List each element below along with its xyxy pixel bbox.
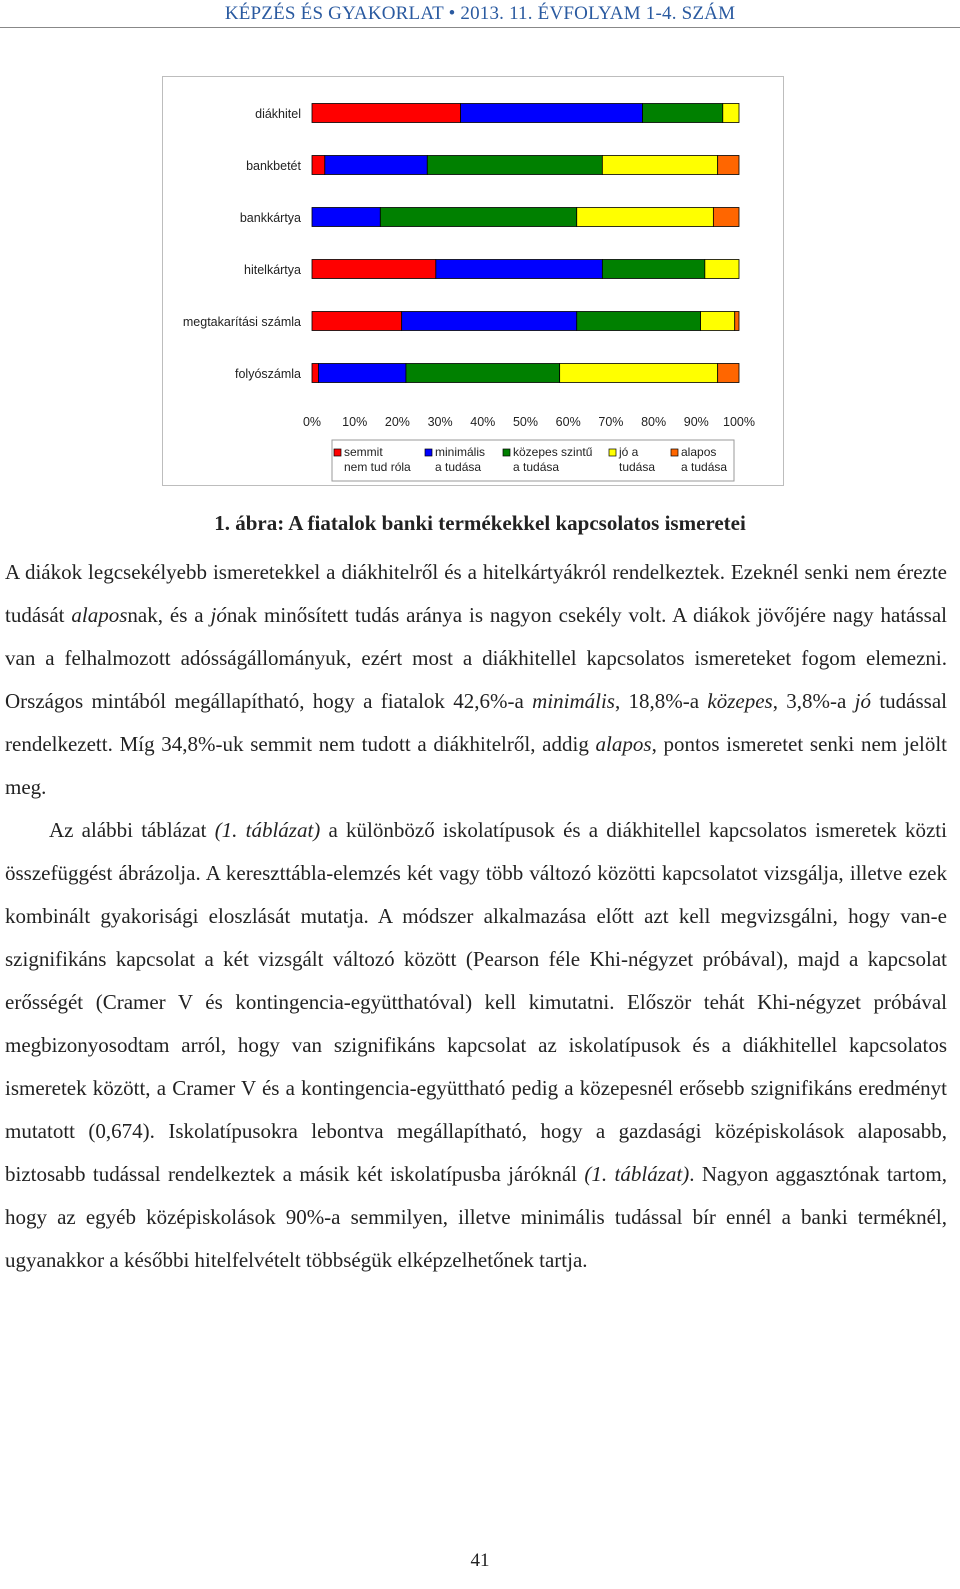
bar-segment [577,312,701,331]
category-label: folyószámla [235,367,301,381]
text-run: , 18,8%-a [614,689,708,713]
bar-segment [602,156,717,175]
text-run: , 3,8%-a [772,689,855,713]
x-tick-label: 90% [683,415,709,429]
legend-label: közepes szintű [513,445,593,459]
legend-swatch [425,449,432,456]
bar-segment [560,364,718,383]
bar-segment [436,260,603,279]
bar-segment [318,364,406,383]
header-rule [0,27,960,28]
x-tick-label: 20% [384,415,410,429]
text-run: nak, és a [127,603,211,627]
legend-label: tudása [619,460,656,474]
bar-segment [312,156,325,175]
text-run: tudással rendelkezett. Míg 34,8%-uk semmit nem tudott a diákhitelről, addig [5,689,947,756]
italic-run: alapos [71,603,128,627]
bar-segment [312,260,436,279]
italic-run: (1. táblázat) [214,818,321,842]
bar-segment [427,156,602,175]
x-tick-label: 0% [302,415,322,429]
bar-segment [312,312,402,331]
x-tick-label: 30% [427,415,453,429]
legend-label: a tudása [681,460,728,474]
legend-label: a tudása [513,460,560,474]
bar-segment [705,260,739,279]
x-tick-label: 10% [342,415,368,429]
bar-segment [461,104,643,123]
bar-segment [402,312,577,331]
legend-label: alapos [681,445,717,459]
category-label: hitelkártya [244,263,301,277]
italic-run: jó [210,603,227,627]
figure-caption: 1. ábra: A fiatalok banki termékekkel kapcsolatos ismeretei [214,511,746,535]
bar-segment [735,312,739,331]
category-label: diákhitel [255,107,301,121]
bar-segment [718,156,739,175]
chart-frame [162,76,784,486]
legend-swatch [334,449,341,456]
category-label: bankkártya [239,211,301,225]
x-tick-label: 50% [512,415,539,429]
bar-segment [723,104,739,123]
bar-segment [577,208,714,227]
italic-run: közepes [707,689,773,713]
legend-label: a tudása [435,460,482,474]
bar-segment [325,156,427,175]
category-label: bankbetét [246,159,301,173]
italic-run: minimális [532,689,615,713]
x-tick-label: 100% [723,415,755,429]
bar-segment [312,104,461,123]
italic-run: jó [854,689,872,713]
text-run: Az alábbi táblázat [49,818,215,842]
bar-segment [713,208,739,227]
legend-swatch [503,449,510,456]
body-text [5,551,947,1282]
x-tick-label: 40% [470,415,496,429]
text-run: A diákok legcsekélyebb ismeretekkel a diákhitelről és a hitelkártyákról rendelkeztek. Ezeknél senki nem érezte tudását [5,560,947,627]
text-run: nak minősített tudás aránya is nagyon csekély volt. A diákok jövőjére nagy hatással van a felhalmozott adósságállományuk, ezért most a diákhitellel kapcsolatos ismereteket fogom elemezni. Országos mintából megállapítható, hogy a fiatalok 42,6%-a [5,603,947,713]
legend-label: nem tud róla [344,460,411,474]
running-header: KÉPZÉS ÉS GYAKORLAT • 2013. 11. ÉVFOLYAM 1-4. SZÁM [224,3,736,24]
stacked-bar-chart [163,77,783,485]
bar-segment [642,104,722,123]
italic-run: (1. táblázat) [584,1162,690,1186]
paragraph-2 [5,809,947,1282]
x-tick-label: 70% [598,415,624,429]
bar-segment [406,364,560,383]
text-run: , pontos ismeretet senki nem jelölt meg. [5,732,947,799]
paragraph-1 [5,551,947,809]
x-tick-label: 80% [641,415,667,429]
bar-segment [701,312,735,331]
legend-label: jó a [619,445,639,459]
text-run: . Nagyon aggasztónak tartom, hogy az egyéb középiskolások 90%-a semmilyen, illetve minimális tudással bír ennél a banki terméknél, ugyanakkor a későbbi hitelfelvételt többségük elképzelhetőnek tartja. [5,1162,948,1272]
legend-label: minimális [435,445,486,459]
category-label: megtakarítási számla [182,315,301,329]
italic-run: alapos [595,732,652,756]
legend-swatch [609,449,616,456]
bar-segment [312,364,318,383]
x-tick-label: 60% [555,415,581,429]
legend-label: semmit [344,445,383,459]
bar-segment [718,364,739,383]
page-number: 41 [470,1550,490,1571]
text-run: a különböző iskolatípusok és a diákhitellel kapcsolatos ismeretek közti összefüggést ábrázolja. A kereszttábla-elemzés két vagy több változó közötti kapcsolatot vizsgálja, illetve ezek kombinált gyakorisági eloszlását mutatja. A módszer alkalmazása előtt azt kell megvizsgálni, hogy van-e szignifikáns kapcsolat a két vizsgált változó között (Pearson féle Khi-négyzet próbával), majd a kapcsolat erősségét (Cramer V és kontingencia-együtthatóval) kell kimutatni. Először tehát Khi-négyzet próbával megbizonyosodtam arról, hogy van szignifikáns kapcsolat az iskolatípusok és a diákhitellel kapcsolatos ismeretek között, a Cramer V és a kontingencia-együttható pedig a közepesnél erősebb szignifikáns eredményt mutatott (0,674). Iskolatípusokra lebontva megállapítható, hogy a gazdasági középiskolások alaposabb, biztosabb tudással rendelkeztek a másik két iskolatípusba járóknál [5,818,947,1186]
bar-segment [602,260,704,279]
bar-segment [380,208,576,227]
bar-segment [312,208,380,227]
legend-swatch [671,449,678,456]
